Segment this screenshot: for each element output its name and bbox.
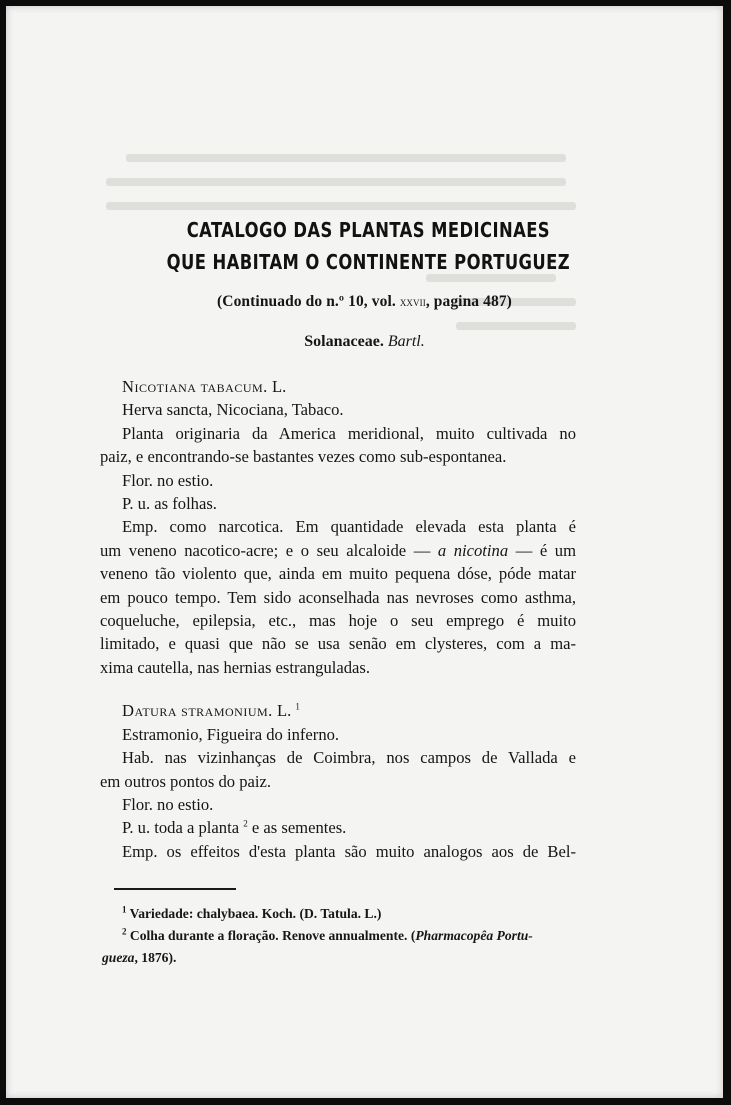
- family-heading: [6, 333, 723, 351]
- use-text: — é um: [515, 540, 576, 560]
- parts-used-text: e as sementes.: [251, 818, 347, 838]
- page-title-line-1: CATALOGO DAS PLANTAS MEDICINAES: [186, 218, 551, 242]
- use-line: veneno tão violento que, ainda em muito pequena dóse, póde matar: [100, 564, 576, 584]
- use-text: um veneno nacotico-acre; e o seu alcaloide —: [100, 540, 431, 560]
- use-text-italic: a nicotina: [437, 540, 509, 560]
- species-heading-nicotiana: [100, 375, 576, 398]
- use-line: em pouco tempo. Tem sido aconselhada nas nevroses como asthma,: [100, 587, 576, 607]
- parts-used-text: P. u. toda a planta: [122, 818, 240, 838]
- footnote-text: , 1876).: [134, 950, 177, 965]
- footnote-1: [122, 903, 576, 925]
- vernacular-names: Estramonio, Figueira do inferno.: [122, 724, 340, 744]
- genus-name: Datura: [122, 701, 177, 721]
- vernacular-names: Herva sancta, Nicociana, Tabaco.: [122, 400, 344, 420]
- book-page: [6, 6, 723, 1098]
- continuation-start: (Continuado do n.º 10, vol.: [217, 293, 396, 310]
- habitat-line: Hab. nas vizinhanças de Coimbra, nos campos de Vallada e: [122, 748, 576, 768]
- parts-used-note: [100, 816, 576, 839]
- species-heading-datura: [100, 699, 576, 722]
- continuation-end: , pagina 487): [425, 293, 512, 310]
- genus-name: Nicotiana: [122, 377, 197, 396]
- footnote-text: Colha durante a floração. Renove annualmente. (: [129, 928, 416, 943]
- footnote-italic: gueza: [102, 950, 135, 965]
- origin-line: paiz, e encontrando-se bastantes vezes como sub-espontanea.: [100, 447, 507, 467]
- family-name: Solanaceae.: [304, 333, 384, 350]
- footnotes: [102, 903, 576, 969]
- flowering-note: Flor. no estio.: [122, 470, 214, 490]
- footnote-italic: Pharmacopêa Portu-: [415, 928, 533, 943]
- footnote-ref: 1: [295, 701, 300, 712]
- species-epithet: stramonium.: [181, 701, 273, 721]
- footnote-number: 2: [122, 926, 127, 937]
- use-line: [100, 539, 576, 562]
- continuation-note: [6, 293, 723, 311]
- family-authority: Bartl.: [387, 333, 425, 350]
- species-epithet: tabacum.: [200, 377, 268, 396]
- footnote-number: 1: [122, 904, 127, 915]
- footnote-ref: 2: [243, 818, 248, 829]
- page-title-line-2: QUE HABITAM O CONTINENTE PORTUGUEZ: [166, 250, 571, 274]
- footnote-divider: [114, 888, 236, 890]
- use-line: Emp. os effeitos d'esta planta são muito analogos aos de Bel-: [122, 841, 576, 861]
- use-line: xima cautella, nas hernias estranguladas.: [100, 657, 371, 677]
- footnote-2-cont: [102, 947, 576, 969]
- habitat-line: em outros pontos do paiz.: [100, 771, 271, 791]
- parts-used-note: P. u. as folhas.: [122, 494, 217, 514]
- origin-line: Planta originaria da America meridional, muito cultivada no: [122, 423, 576, 443]
- continuation-volume: xxvii: [399, 294, 426, 309]
- use-line: coqueluche, epilepsia, etc., mas hoje o seu emprego é muito: [100, 611, 576, 631]
- main-text: [100, 375, 576, 863]
- use-line: Emp. como narcotica. Em quantidade elevada esta planta é: [122, 517, 576, 537]
- footnote-2: [122, 925, 576, 947]
- species-author: L.: [272, 701, 292, 721]
- footnote-text: Variedade: chalybaea. Koch. (D. Tatula. L.): [129, 906, 382, 921]
- flowering-note: Flor. no estio.: [122, 794, 214, 814]
- use-line: limitado, e quasi que não se usa senão em clysteres, com a ma-: [100, 634, 576, 654]
- species-author: L.: [267, 377, 287, 396]
